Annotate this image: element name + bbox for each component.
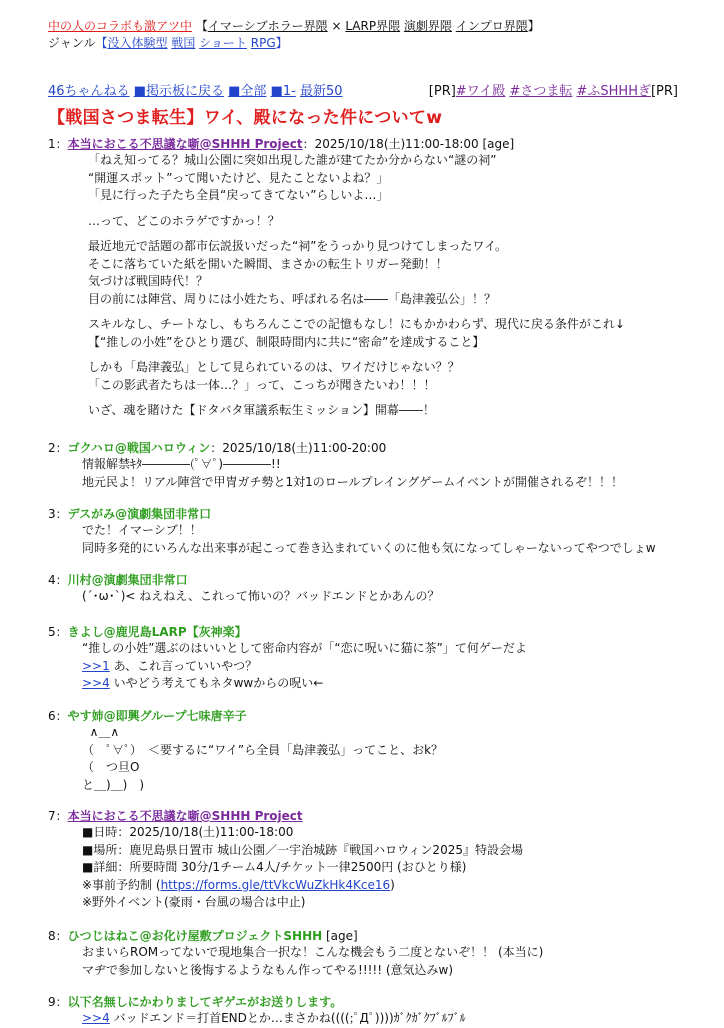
genre-link-rpg[interactable]: RPG [250,36,276,50]
show-all-link[interactable]: ■全部 [228,84,267,99]
post-number: 2： [48,441,68,455]
poster-name: 以下名無しにかわりましてギゲエがお送りします。 [67,995,343,1009]
reply-text: あ、これ言っていいやつ？ [109,658,258,673]
back-to-board-link[interactable]: ■掲示板に戻る [133,84,224,99]
post-body [82,944,688,979]
bracket-close: 】 [275,36,288,50]
ascii-art-line: と＿)＿) ) [82,777,145,792]
post-line: “開運スポット”って聞いたけど、見たことないよね？」 [88,170,389,185]
reservation-line [82,877,688,895]
post-line: 情報解禁ｷﾀ――――(ﾟ∀ﾟ)――――!! [82,457,281,471]
post-line: 地元民よ！リアル陣営で甲冑ガチ勢と1対1のロールプレイングゲームイベントが開催されるぞ！！！ [82,474,623,489]
post-header [48,928,688,944]
promo-line-genre [48,35,540,52]
bracket-close: 】 [527,19,540,33]
post-number: 8： [48,929,68,943]
post-line: 【“推しの小姓”をひとり選び、制限時間内に共に“密命”を達成すること】 [88,334,485,349]
post-line: (´･ω･`)< ねえねえ、これって怖いの？バッドエンドとかあんの？ [82,589,440,603]
post-body [82,640,688,693]
range-link[interactable]: ■1- [270,84,296,99]
latest-50-link[interactable]: 最新50 [299,84,343,99]
post-number: 3： [48,507,68,521]
post-line: マヂで参加しないと後悔するようなもん作ってやる!!!!! (意気込みw) [82,962,454,977]
post-header [48,994,688,1010]
post-line: でた！イマーシブ！！ [82,523,202,537]
post-body [82,588,688,606]
genre-link-sengoku[interactable]: 戦国 [171,36,196,50]
post-line: 「ねえ知ってる？城山公園に突如出現した誰が建てたか分からない“謎の祠” [88,153,497,167]
poster-name: ゴクハロ@戦国ハロウィン [67,441,211,455]
post-line: おまいらROMってないで現地集合一択な！こんな機会もう二度とないぞ！！ (本当に) [82,945,544,959]
post-number: 9： [48,995,68,1009]
post-line: そこに落ちていた紙を開いた瞬間、まさかの転生トリガー発動！！ [88,256,448,271]
post-line: ■詳細：所要時間 30分/1チーム4人/チケット一律2500円 (おひとり様) [82,860,467,874]
post-line: ※野外イベント(豪雨・台風の場合は中止) [82,895,306,909]
reply-anchor-link[interactable]: >>4 [82,676,110,690]
post-9 [48,994,688,1028]
post-line: 最近地元で話題の都市伝説扱いだった“祠”をうっかり見つけてしまったワイ。 [88,239,507,253]
post-1 [48,136,688,420]
post-header [48,572,688,588]
reply-anchor-link[interactable]: >>4 [82,1011,110,1025]
bracket-open: 【 [195,19,208,33]
hashtag-link-satsumaten[interactable]: #さつま転 [509,84,573,99]
thread-title: 【戦国さつま転生】ワイ、殿になった件についてw [48,108,443,128]
bracket-open: 【 [95,36,108,50]
tag-link-theater[interactable]: 演劇界隈 [403,19,452,33]
post-body [82,1010,688,1028]
pr-label: [PR] [428,84,456,99]
ascii-art-line: ∧＿∧ [82,725,120,739]
promo-header [48,18,540,52]
hashtag-link-waidono[interactable]: #ワイ殿 [455,84,506,99]
post-body [82,456,688,491]
poster-name-link[interactable]: 本当におこる不思議な噺@SHHH Project [67,809,303,823]
post-header [48,136,688,152]
post-meta: ：2025/10/18(土)11:00-18:00 [age] [302,137,515,151]
ascii-art-line: （ ﾟ∀ﾟ） ＜要するに“ワイ”ら全員「島津義弘」ってこと、おk？ [82,742,444,757]
post-line: 「見に行った子たち全員“戻ってきてない”らしいよ…」 [88,188,389,202]
post-line: 目の前には陣営、周りには小姓たち、呼ばれる名は――「島津義弘公」！？ [88,291,497,306]
reservation-label: ※事前予約制 ( [82,877,161,892]
reply-line [82,675,688,693]
paren-close: ) [390,877,395,892]
genre-link-short[interactable]: ショート [199,36,247,50]
post-header [48,624,688,640]
post-header [48,440,688,456]
post-3 [48,506,688,557]
post-4 [48,572,688,606]
poster-name-link[interactable]: 本当におこる不思議な噺@SHHH Project [67,137,303,151]
tag-link-larp[interactable]: LARP界隈 [345,19,401,33]
post-number: 4： [48,573,68,587]
post-number: 6： [48,709,68,723]
separator: × [331,19,342,33]
post-body [82,824,688,912]
reply-text: バッドエンド＝打首ENDとか…まさかね((((;ﾟДﾟ))))ｶﾞｸｶﾞｸﾌﾞﾙﾌﾞﾙ [109,1011,466,1025]
reply-anchor-link[interactable]: >>1 [82,658,110,673]
reservation-form-link[interactable]: https://forms.gle/ttVkcWuZkHk4Kce16 [160,877,391,892]
ascii-art-body [82,724,688,794]
board-link[interactable]: 46ちゃんねる [48,84,130,99]
post-number: 7： [48,809,68,823]
post-header [48,808,688,824]
post-line: 同時多発的にいろんな出来事が起こって巻き込まれていくのに他も気になってしゃーないってやつでしょw [82,540,656,555]
reply-line [82,1010,688,1028]
post-number: 1： [48,137,68,151]
genre-label: ジャンル [48,36,96,50]
poster-name: やす姉@即興グループ七味唐辛子 [67,709,247,723]
poster-name: デスがみ@演劇集団非常口 [67,507,212,521]
post-body [88,152,688,420]
post-line: ■日時：2025/10/18(土)11:00-18:00 [82,825,294,839]
post-body [82,522,688,557]
post-header [48,506,688,522]
post-5 [48,624,688,693]
post-line: 「この影武者たちは一体…？」って、こっちが聞きたいわ！！！ [88,377,436,392]
hashtag-link-fushhhgi[interactable]: #ふSHHHぎ [576,84,651,99]
tag-link-improv[interactable]: インプロ界隈 [455,19,528,33]
post-line: スキルなし、チートなし、もちろんここでの記憶もなし！にもかかわらず、現代に戻る条件がこれ↓ [88,317,625,331]
post-number: 5： [48,625,68,639]
genre-link-immersive[interactable]: 没入体験型 [107,36,168,50]
post-header [48,708,688,724]
post-6 [48,708,688,794]
reply-text: いやどう考えてもネタwwからの呪い← [109,676,324,690]
post-line: “推しの小姓”選ぶのはいいとして密命内容が「“恋に呪いに猫に茶”」て何ゲーだよ [82,641,527,655]
reply-line [82,658,688,676]
post-line: …って、どこのホラゲですかっ！？ [88,213,280,228]
post-2 [48,440,688,491]
poster-name: きよし@鹿児島LARP【灰神楽】 [67,625,247,639]
poster-name: 川村@演劇集団非常口 [67,573,188,587]
promo-line-collab [48,18,540,35]
ascii-art-line: （ つ旦O [82,760,140,774]
post-line: ■場所：鹿児島県日置市 城山公園／一宇治城跡『戦国ハロウィン2025』特設会場 [82,842,523,857]
post-line: いざ、魂を賭けた【ドタバタ軍議系転生ミッション】開幕――！ [88,403,435,417]
post-line: 気づけば戦国時代！？ [88,274,209,288]
poster-name: ひつじはねこ@お化け屋敷プロジェクトSHHH [67,929,323,943]
post-line: しかも「島津義弘」として見られているのは、ワイだけじゃない？？ [88,360,460,374]
post-7 [48,808,688,912]
tag-link-immersive-horror[interactable]: イマーシブホラー界隈 [207,19,328,33]
post-meta: [age] [322,929,358,943]
pr-label: [PR] [650,84,678,99]
nav-left [48,84,343,100]
promo-collab-link[interactable]: 中の人のコラボも激アツ中 [48,19,193,33]
nav-right-ads [429,84,678,100]
post-8 [48,928,688,979]
post-meta: ：2025/10/18(土)11:00-20:00 [210,441,387,455]
